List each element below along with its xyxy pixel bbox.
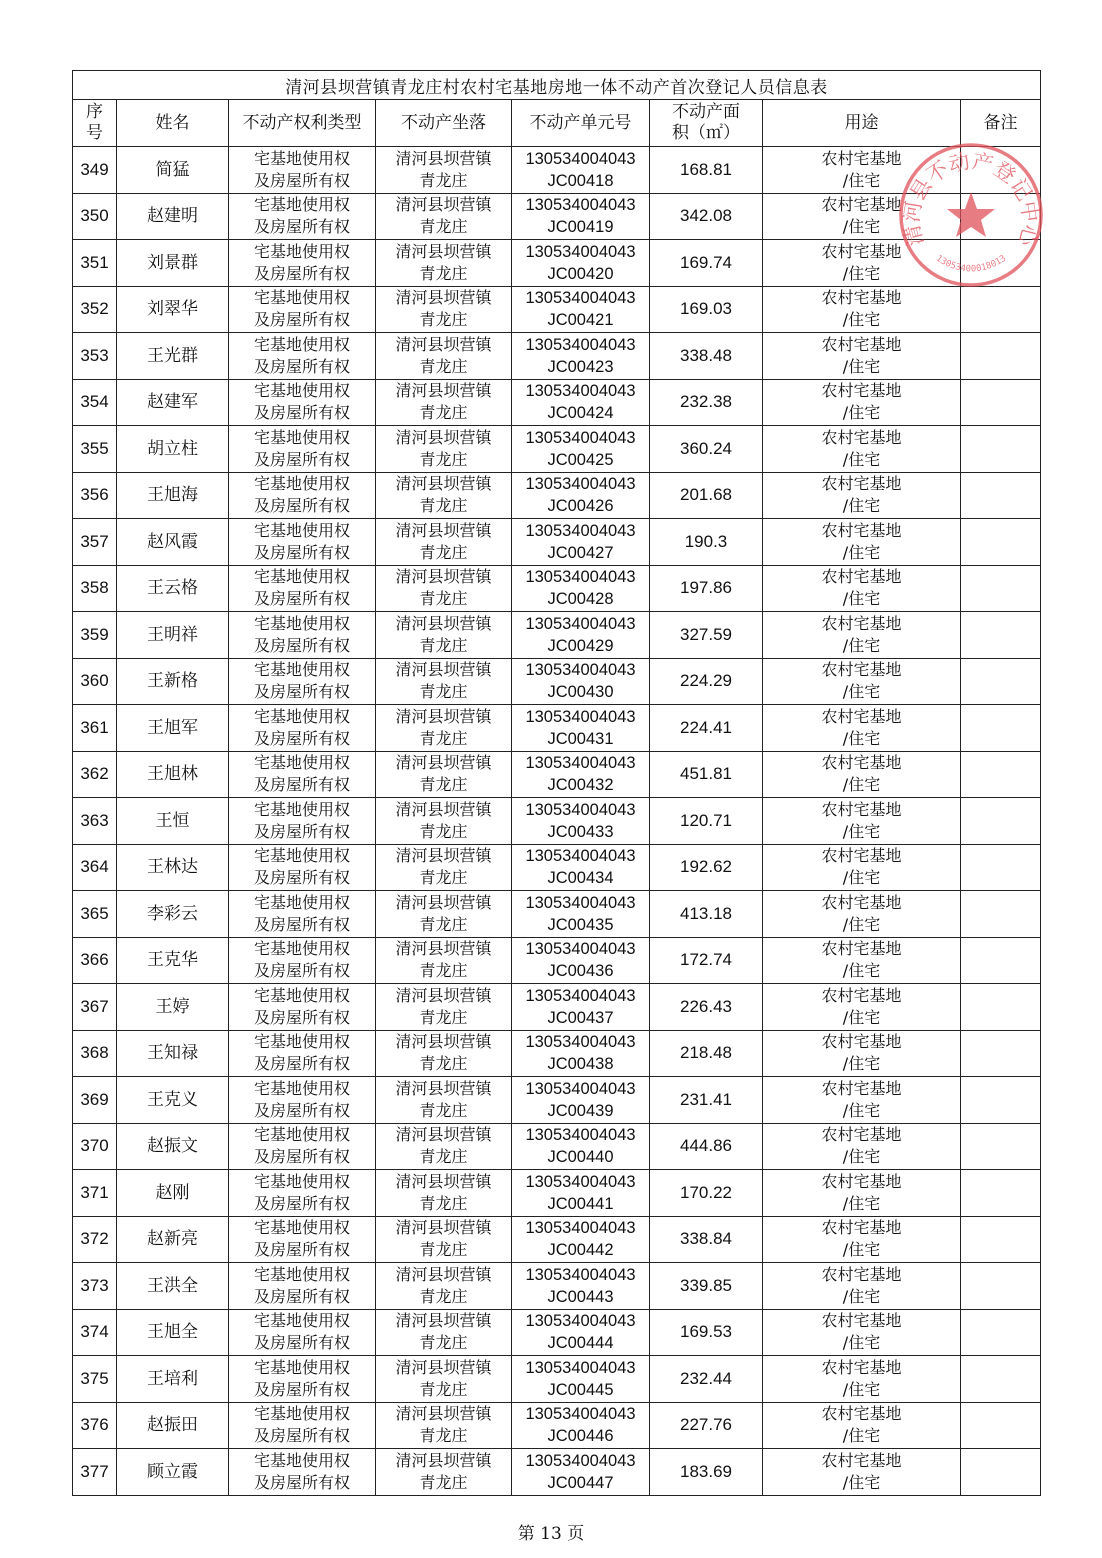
cell-unit-no: 130534004043 JC00437	[512, 984, 650, 1031]
cell-name: 王光群	[117, 333, 229, 380]
table-row	[73, 379, 1041, 426]
cell-right-type: 宅基地使用权 及房屋所有权	[229, 891, 376, 938]
cell-right-type: 宅基地使用权 及房屋所有权	[229, 1356, 376, 1403]
cell-area: 338.48	[650, 333, 763, 380]
cell-unit-no: 130534004043 JC00434	[512, 844, 650, 891]
cell-seq: 349	[73, 147, 117, 194]
table-row	[73, 565, 1041, 612]
cell-area: 197.86	[650, 565, 763, 612]
cell-remark	[961, 937, 1041, 984]
cell-unit-no: 130534004043 JC00424	[512, 379, 650, 426]
cell-location: 清河县坝营镇 青龙庄	[376, 937, 512, 984]
cell-remark	[961, 565, 1041, 612]
cell-location: 清河县坝营镇 青龙庄	[376, 1216, 512, 1263]
header-name: 姓名	[117, 100, 229, 147]
table-row	[73, 1123, 1041, 1170]
cell-seq: 372	[73, 1216, 117, 1263]
registration-table	[72, 70, 1041, 1496]
cell-usage: 农村宅基地 /住宅	[763, 1170, 961, 1217]
cell-right-type: 宅基地使用权 及房屋所有权	[229, 147, 376, 194]
cell-area: 218.48	[650, 1030, 763, 1077]
cell-seq: 374	[73, 1309, 117, 1356]
cell-seq: 352	[73, 286, 117, 333]
cell-right-type: 宅基地使用权 及房屋所有权	[229, 844, 376, 891]
cell-location: 清河县坝营镇 青龙庄	[376, 705, 512, 752]
cell-area: 327.59	[650, 612, 763, 659]
cell-right-type: 宅基地使用权 及房屋所有权	[229, 1449, 376, 1496]
cell-seq: 362	[73, 751, 117, 798]
cell-unit-no: 130534004043 JC00426	[512, 472, 650, 519]
cell-seq: 356	[73, 472, 117, 519]
cell-area: 224.29	[650, 658, 763, 705]
cell-seq: 367	[73, 984, 117, 1031]
cell-location: 清河县坝营镇 青龙庄	[376, 798, 512, 845]
cell-name: 王林达	[117, 844, 229, 891]
cell-seq: 377	[73, 1449, 117, 1496]
cell-right-type: 宅基地使用权 及房屋所有权	[229, 333, 376, 380]
header-unit-no: 不动产单元号	[512, 100, 650, 147]
cell-location: 清河县坝营镇 青龙庄	[376, 751, 512, 798]
cell-usage: 农村宅基地 /住宅	[763, 1449, 961, 1496]
cell-seq: 353	[73, 333, 117, 380]
cell-area: 169.03	[650, 286, 763, 333]
cell-unit-no: 130534004043 JC00439	[512, 1077, 650, 1124]
cell-location: 清河县坝营镇 青龙庄	[376, 1170, 512, 1217]
cell-seq: 350	[73, 193, 117, 240]
cell-location: 清河县坝营镇 青龙庄	[376, 1309, 512, 1356]
cell-name: 赵振文	[117, 1123, 229, 1170]
cell-usage: 农村宅基地 /住宅	[763, 798, 961, 845]
cell-name: 李彩云	[117, 891, 229, 938]
cell-usage: 农村宅基地 /住宅	[763, 937, 961, 984]
cell-right-type: 宅基地使用权 及房屋所有权	[229, 240, 376, 287]
table-row	[73, 844, 1041, 891]
cell-unit-no: 130534004043 JC00429	[512, 612, 650, 659]
cell-right-type: 宅基地使用权 及房屋所有权	[229, 1170, 376, 1217]
cell-location: 清河县坝营镇 青龙庄	[376, 1123, 512, 1170]
cell-name: 简猛	[117, 147, 229, 194]
cell-seq: 365	[73, 891, 117, 938]
cell-usage: 农村宅基地 /住宅	[763, 1123, 961, 1170]
cell-location: 清河县坝营镇 青龙庄	[376, 565, 512, 612]
header-usage: 用途	[763, 100, 961, 147]
table-row	[73, 1030, 1041, 1077]
cell-right-type: 宅基地使用权 及房屋所有权	[229, 798, 376, 845]
cell-usage: 农村宅基地 /住宅	[763, 286, 961, 333]
cell-name: 赵风霞	[117, 519, 229, 566]
cell-location: 清河县坝营镇 青龙庄	[376, 1263, 512, 1310]
cell-unit-no: 130534004043 JC00423	[512, 333, 650, 380]
cell-unit-no: 130534004043 JC00425	[512, 426, 650, 473]
cell-usage: 农村宅基地 /住宅	[763, 519, 961, 566]
cell-name: 王克义	[117, 1077, 229, 1124]
cell-usage: 农村宅基地 /住宅	[763, 844, 961, 891]
cell-location: 清河县坝营镇 青龙庄	[376, 1402, 512, 1449]
cell-location: 清河县坝营镇 青龙庄	[376, 844, 512, 891]
cell-area: 444.86	[650, 1123, 763, 1170]
cell-unit-no: 130534004043 JC00432	[512, 751, 650, 798]
cell-location: 清河县坝营镇 青龙庄	[376, 472, 512, 519]
cell-area: 232.38	[650, 379, 763, 426]
cell-name: 王明祥	[117, 612, 229, 659]
cell-unit-no: 130534004043 JC00430	[512, 658, 650, 705]
cell-usage: 农村宅基地 /住宅	[763, 472, 961, 519]
cell-location: 清河县坝营镇 青龙庄	[376, 379, 512, 426]
table-row	[73, 1309, 1041, 1356]
cell-unit-no: 130534004043 JC00436	[512, 937, 650, 984]
cell-location: 清河县坝营镇 青龙庄	[376, 519, 512, 566]
table-row	[73, 705, 1041, 752]
cell-location: 清河县坝营镇 青龙庄	[376, 984, 512, 1031]
table-row	[73, 658, 1041, 705]
cell-seq: 375	[73, 1356, 117, 1403]
cell-name: 王旭全	[117, 1309, 229, 1356]
cell-unit-no: 130534004043 JC00438	[512, 1030, 650, 1077]
header-right-type: 不动产权利类型	[229, 100, 376, 147]
cell-name: 王洪全	[117, 1263, 229, 1310]
cell-name: 王旭林	[117, 751, 229, 798]
cell-name: 赵建明	[117, 193, 229, 240]
cell-area: 172.74	[650, 937, 763, 984]
cell-location: 清河县坝营镇 青龙庄	[376, 426, 512, 473]
table-row	[73, 612, 1041, 659]
cell-name: 王旭军	[117, 705, 229, 752]
table-row	[73, 519, 1041, 566]
cell-remark	[961, 658, 1041, 705]
cell-seq: 370	[73, 1123, 117, 1170]
cell-seq: 376	[73, 1402, 117, 1449]
cell-remark	[961, 984, 1041, 1031]
cell-area: 183.69	[650, 1449, 763, 1496]
cell-seq: 355	[73, 426, 117, 473]
cell-area: 232.44	[650, 1356, 763, 1403]
cell-remark	[961, 891, 1041, 938]
table-row	[73, 147, 1041, 194]
cell-location: 清河县坝营镇 青龙庄	[376, 286, 512, 333]
cell-remark	[961, 519, 1041, 566]
cell-seq: 361	[73, 705, 117, 752]
cell-remark	[961, 1077, 1041, 1124]
cell-name: 王婷	[117, 984, 229, 1031]
cell-remark	[961, 1356, 1041, 1403]
table-row	[73, 984, 1041, 1031]
cell-right-type: 宅基地使用权 及房屋所有权	[229, 565, 376, 612]
cell-unit-no: 130534004043 JC00440	[512, 1123, 650, 1170]
cell-right-type: 宅基地使用权 及房屋所有权	[229, 1216, 376, 1263]
cell-right-type: 宅基地使用权 及房屋所有权	[229, 426, 376, 473]
cell-remark	[961, 240, 1041, 287]
header-area: 不动产面 积（㎡）	[650, 100, 763, 147]
cell-name: 赵振田	[117, 1402, 229, 1449]
table-row	[73, 891, 1041, 938]
cell-usage: 农村宅基地 /住宅	[763, 240, 961, 287]
cell-right-type: 宅基地使用权 及房屋所有权	[229, 984, 376, 1031]
cell-unit-no: 130534004043 JC00442	[512, 1216, 650, 1263]
cell-location: 清河县坝营镇 青龙庄	[376, 147, 512, 194]
cell-remark	[961, 751, 1041, 798]
cell-remark	[961, 1216, 1041, 1263]
cell-remark	[961, 1309, 1041, 1356]
table-row	[73, 798, 1041, 845]
cell-unit-no: 130534004043 JC00428	[512, 565, 650, 612]
cell-location: 清河县坝营镇 青龙庄	[376, 891, 512, 938]
cell-area: 169.74	[650, 240, 763, 287]
cell-remark	[961, 379, 1041, 426]
cell-unit-no: 130534004043 JC00446	[512, 1402, 650, 1449]
cell-area: 168.81	[650, 147, 763, 194]
table-row	[73, 1402, 1041, 1449]
cell-area: 170.22	[650, 1170, 763, 1217]
cell-usage: 农村宅基地 /住宅	[763, 1309, 961, 1356]
cell-location: 清河县坝营镇 青龙庄	[376, 240, 512, 287]
cell-unit-no: 130534004043 JC00431	[512, 705, 650, 752]
cell-seq: 364	[73, 844, 117, 891]
seal-text: 清河县不动产登记中心	[899, 149, 1043, 249]
cell-name: 王云格	[117, 565, 229, 612]
cell-usage: 农村宅基地 /住宅	[763, 891, 961, 938]
cell-right-type: 宅基地使用权 及房屋所有权	[229, 286, 376, 333]
cell-right-type: 宅基地使用权 及房屋所有权	[229, 1030, 376, 1077]
cell-right-type: 宅基地使用权 及房屋所有权	[229, 472, 376, 519]
cell-right-type: 宅基地使用权 及房屋所有权	[229, 519, 376, 566]
cell-name: 赵刚	[117, 1170, 229, 1217]
cell-right-type: 宅基地使用权 及房屋所有权	[229, 658, 376, 705]
cell-unit-no: 130534004043 JC00435	[512, 891, 650, 938]
cell-right-type: 宅基地使用权 及房屋所有权	[229, 193, 376, 240]
cell-area: 190.3	[650, 519, 763, 566]
cell-right-type: 宅基地使用权 及房屋所有权	[229, 1309, 376, 1356]
cell-seq: 373	[73, 1263, 117, 1310]
cell-area: 339.85	[650, 1263, 763, 1310]
cell-location: 清河县坝营镇 青龙庄	[376, 1077, 512, 1124]
table-row	[73, 472, 1041, 519]
cell-usage: 农村宅基地 /住宅	[763, 193, 961, 240]
cell-right-type: 宅基地使用权 及房屋所有权	[229, 751, 376, 798]
cell-right-type: 宅基地使用权 及房屋所有权	[229, 1263, 376, 1310]
cell-unit-no: 130534004043 JC00419	[512, 193, 650, 240]
header-seq: 序 号	[73, 100, 117, 147]
cell-name: 王知禄	[117, 1030, 229, 1077]
cell-remark	[961, 844, 1041, 891]
cell-usage: 农村宅基地 /住宅	[763, 1402, 961, 1449]
cell-usage: 农村宅基地 /住宅	[763, 612, 961, 659]
cell-usage: 农村宅基地 /住宅	[763, 1216, 961, 1263]
table-row	[73, 1077, 1041, 1124]
cell-remark	[961, 147, 1041, 194]
cell-usage: 农村宅基地 /住宅	[763, 379, 961, 426]
cell-right-type: 宅基地使用权 及房屋所有权	[229, 1077, 376, 1124]
cell-unit-no: 130534004043 JC00445	[512, 1356, 650, 1403]
cell-seq: 371	[73, 1170, 117, 1217]
cell-remark	[961, 193, 1041, 240]
seal-digits: 13053400018013	[933, 253, 1009, 275]
cell-name: 王克华	[117, 937, 229, 984]
cell-area: 338.84	[650, 1216, 763, 1263]
cell-name: 胡立柱	[117, 426, 229, 473]
cell-seq: 368	[73, 1030, 117, 1077]
cell-right-type: 宅基地使用权 及房屋所有权	[229, 705, 376, 752]
cell-right-type: 宅基地使用权 及房屋所有权	[229, 612, 376, 659]
cell-right-type: 宅基地使用权 及房屋所有权	[229, 1402, 376, 1449]
cell-usage: 农村宅基地 /住宅	[763, 426, 961, 473]
cell-location: 清河县坝营镇 青龙庄	[376, 333, 512, 380]
cell-usage: 农村宅基地 /住宅	[763, 1356, 961, 1403]
cell-name: 王恒	[117, 798, 229, 845]
cell-name: 王旭海	[117, 472, 229, 519]
cell-unit-no: 130534004043 JC00444	[512, 1309, 650, 1356]
cell-unit-no: 130534004043 JC00441	[512, 1170, 650, 1217]
cell-remark	[961, 426, 1041, 473]
cell-location: 清河县坝营镇 青龙庄	[376, 193, 512, 240]
cell-remark	[961, 1402, 1041, 1449]
cell-unit-no: 130534004043 JC00427	[512, 519, 650, 566]
cell-usage: 农村宅基地 /住宅	[763, 705, 961, 752]
cell-seq: 358	[73, 565, 117, 612]
cell-name: 顾立霞	[117, 1449, 229, 1496]
table-row	[73, 1216, 1041, 1263]
cell-unit-no: 130534004043 JC00433	[512, 798, 650, 845]
header-remark: 备注	[961, 100, 1041, 147]
cell-usage: 农村宅基地 /住宅	[763, 1077, 961, 1124]
cell-seq: 359	[73, 612, 117, 659]
cell-right-type: 宅基地使用权 及房屋所有权	[229, 937, 376, 984]
cell-seq: 354	[73, 379, 117, 426]
cell-remark	[961, 798, 1041, 845]
cell-usage: 农村宅基地 /住宅	[763, 1030, 961, 1077]
table-row	[73, 751, 1041, 798]
cell-location: 清河县坝营镇 青龙庄	[376, 658, 512, 705]
cell-area: 342.08	[650, 193, 763, 240]
table-row	[73, 240, 1041, 287]
cell-unit-no: 130534004043 JC00421	[512, 286, 650, 333]
cell-usage: 农村宅基地 /住宅	[763, 1263, 961, 1310]
cell-unit-no: 130534004043 JC00443	[512, 1263, 650, 1310]
cell-usage: 农村宅基地 /住宅	[763, 751, 961, 798]
cell-area: 201.68	[650, 472, 763, 519]
cell-area: 360.24	[650, 426, 763, 473]
cell-remark	[961, 1170, 1041, 1217]
cell-usage: 农村宅基地 /住宅	[763, 147, 961, 194]
cell-location: 清河县坝营镇 青龙庄	[376, 1356, 512, 1403]
table-title: 清河县坝营镇青龙庄村农村宅基地房地一体不动产首次登记人员信息表	[73, 71, 1041, 100]
cell-seq: 360	[73, 658, 117, 705]
cell-area: 231.41	[650, 1077, 763, 1124]
cell-remark	[961, 612, 1041, 659]
cell-area: 120.71	[650, 798, 763, 845]
cell-location: 清河县坝营镇 青龙庄	[376, 1449, 512, 1496]
table-row	[73, 426, 1041, 473]
cell-remark	[961, 705, 1041, 752]
page-number: 第 13 页	[517, 1524, 585, 1544]
cell-seq: 357	[73, 519, 117, 566]
table-row	[73, 1449, 1041, 1496]
cell-remark	[961, 333, 1041, 380]
table-row	[73, 193, 1041, 240]
cell-area: 169.53	[650, 1309, 763, 1356]
cell-area: 413.18	[650, 891, 763, 938]
cell-unit-no: 130534004043 JC00420	[512, 240, 650, 287]
cell-seq: 369	[73, 1077, 117, 1124]
table-row	[73, 333, 1041, 380]
cell-usage: 农村宅基地 /住宅	[763, 658, 961, 705]
cell-name: 赵新亮	[117, 1216, 229, 1263]
cell-name: 王培利	[117, 1356, 229, 1403]
table-row	[73, 937, 1041, 984]
cell-name: 刘翠华	[117, 286, 229, 333]
cell-name: 赵建军	[117, 379, 229, 426]
cell-location: 清河县坝营镇 青龙庄	[376, 1030, 512, 1077]
cell-remark	[961, 1449, 1041, 1496]
table-header-row	[73, 100, 1041, 147]
cell-remark	[961, 472, 1041, 519]
cell-name: 刘景群	[117, 240, 229, 287]
cell-seq: 363	[73, 798, 117, 845]
table-row	[73, 1263, 1041, 1310]
cell-usage: 农村宅基地 /住宅	[763, 565, 961, 612]
cell-unit-no: 130534004043 JC00447	[512, 1449, 650, 1496]
cell-remark	[961, 286, 1041, 333]
cell-area: 226.43	[650, 984, 763, 1031]
cell-remark	[961, 1263, 1041, 1310]
cell-remark	[961, 1030, 1041, 1077]
cell-area: 227.76	[650, 1402, 763, 1449]
cell-area: 451.81	[650, 751, 763, 798]
cell-right-type: 宅基地使用权 及房屋所有权	[229, 379, 376, 426]
cell-usage: 农村宅基地 /住宅	[763, 984, 961, 1031]
cell-area: 192.62	[650, 844, 763, 891]
cell-usage: 农村宅基地 /住宅	[763, 333, 961, 380]
header-location: 不动产坐落	[376, 100, 512, 147]
cell-seq: 351	[73, 240, 117, 287]
table-row	[73, 286, 1041, 333]
cell-unit-no: 130534004043 JC00418	[512, 147, 650, 194]
cell-name: 王新格	[117, 658, 229, 705]
cell-right-type: 宅基地使用权 及房屋所有权	[229, 1123, 376, 1170]
table-title-row	[73, 71, 1041, 100]
cell-location: 清河县坝营镇 青龙庄	[376, 612, 512, 659]
cell-seq: 366	[73, 937, 117, 984]
table-row	[73, 1356, 1041, 1403]
table-row	[73, 1170, 1041, 1217]
cell-remark	[961, 1123, 1041, 1170]
cell-area: 224.41	[650, 705, 763, 752]
